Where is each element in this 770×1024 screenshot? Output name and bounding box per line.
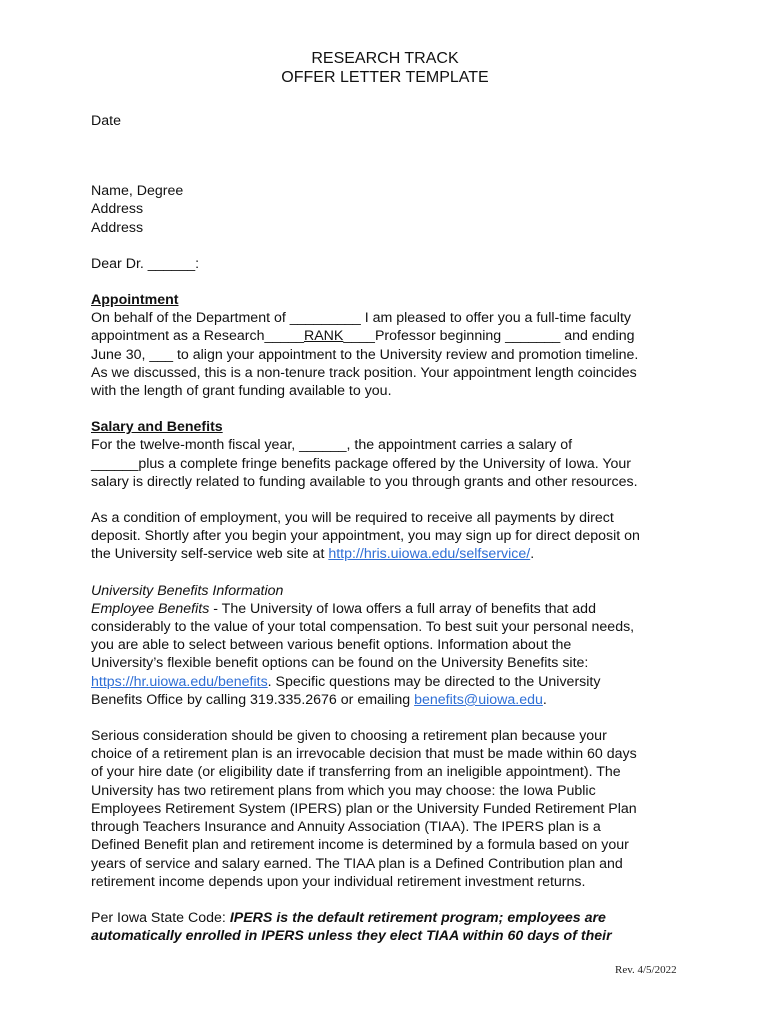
appointment-line-2a: appointment as a Research_____ [91,328,304,345]
benefits-line-2: considerably to the value of your total compensation. To best suit your personal needs, [91,619,635,636]
retirement-line: choice of a retirement plan is an irrevocable decision that must be made within 60 days [91,746,637,763]
addressee-address-2: Address [91,219,144,236]
salary-heading: Salary and Benefits [91,419,223,436]
benefits-line-5 [91,673,691,691]
salutation: Dear Dr. ______: [91,255,200,272]
appointment-line-3: June 30, ___ to align your appointment to the University review and promotion timeline. [91,346,639,363]
revision-date: Rev. 4/5/2022 [615,964,677,976]
iowa-code-label: Per Iowa State Code: [91,909,230,926]
iowa-code-emphasis: IPERS is the default retirement program; employees are [229,909,606,926]
appointment-heading: Appointment [91,292,179,309]
addressee-address-1: Address [91,201,144,218]
appointment-line-2 [91,327,691,345]
benefits-line-6 [91,691,691,709]
benefits-section [91,582,691,709]
retirement-line: of your hire date (or eligibility date if transferring from an ineligible appointment). The [91,764,621,781]
salary-line-3: salary is directly related to funding available to you through grants and other resources. [91,473,638,490]
retirement-line: through Teachers Insurance and Annuity Association (TIAA). The IPERS plan is a [91,819,601,836]
addressee-block [91,182,691,237]
deposit-line-3b: . [530,546,535,563]
letter-body [91,112,691,945]
page-title [0,49,770,87]
title-line-2: OFFER LETTER TEMPLATE [281,69,489,86]
benefits-subheading: University Benefits Information [91,582,284,599]
date-field: Date [91,113,121,129]
benefits-site-link[interactable]: https://hr.uiowa.edu/benefits [91,673,268,690]
appointment-line-1: On behalf of the Department of _________ I am pleased to offer you a full-time faculty [91,310,631,327]
retirement-line: Serious consideration should be given to choosing a retirement plan because your [91,728,607,745]
benefits-line-3: you are able to select between various benefit options. Information about the [91,637,572,654]
retirement-line: retirement income depends upon your individual retirement investment returns. [91,873,586,890]
salary-line-2: ______plus a complete fringe benefits package offered by the University of Iowa. Your [91,455,631,472]
selfservice-link[interactable]: http://hris.uiowa.edu/selfservice/ [328,546,531,563]
employee-benefits-label: Employee Benefits [91,600,210,617]
retirement-paragraph [91,727,691,891]
iowa-code-paragraph [91,909,691,945]
title-line-1: RESEARCH TRACK [311,50,459,67]
appointment-line-4: As we discussed, this is a non-tenure track position. Your appointment length coincides [91,364,637,381]
benefits-line-6b: . [542,691,547,708]
retirement-line: Employees Retirement System (IPERS) plan or the University Funded Retirement Plan [91,800,637,817]
deposit-line-1: As a condition of employment, you will be required to receive all payments by direct [91,510,614,527]
rank-placeholder: RANK [303,328,344,345]
benefits-line-6a: Benefits Office by calling 319.335.2676 or emailing [91,691,415,708]
retirement-line: years of service and salary earned. The TIAA plan is a Defined Contribution plan and [91,855,623,872]
salary-line-1: For the twelve-month fiscal year, ______, the appointment carries a salary of [91,437,573,454]
benefits-line-1 [91,600,691,618]
retirement-line: University has two retirement plans from which you may choose: the Iowa Public [91,782,596,799]
deposit-line-3 [91,545,691,563]
salary-section [91,418,691,491]
benefits-line-1-rest: - The University of Iowa offers a full array of benefits that add [209,600,596,617]
deposit-paragraph [91,509,691,564]
appointment-line-5: with the length of grant funding available to you. [91,383,392,400]
retirement-line: Defined Benefit plan and retirement income is determined by a formula based on your [91,837,629,854]
iowa-code-line-2: automatically enrolled in IPERS unless they elect TIAA within 60 days of their [91,928,612,945]
benefits-line-5-rest: . Specific questions may be directed to the University [267,673,601,690]
iowa-code-line-1 [91,909,691,927]
deposit-line-3a: the University self-service web site at [91,546,329,563]
benefits-email-link[interactable]: benefits@uiowa.edu [414,691,543,708]
deposit-line-2: deposit. Shortly after you begin your appointment, you may sign up for direct deposit on [91,528,640,545]
appointment-line-2b: ____Professor beginning _______ and ending [343,328,635,345]
addressee-name: Name, Degree [91,183,184,200]
benefits-line-4: University’s flexible benefit options can be found on the University Benefits site: [91,655,589,672]
appointment-section [91,291,691,400]
